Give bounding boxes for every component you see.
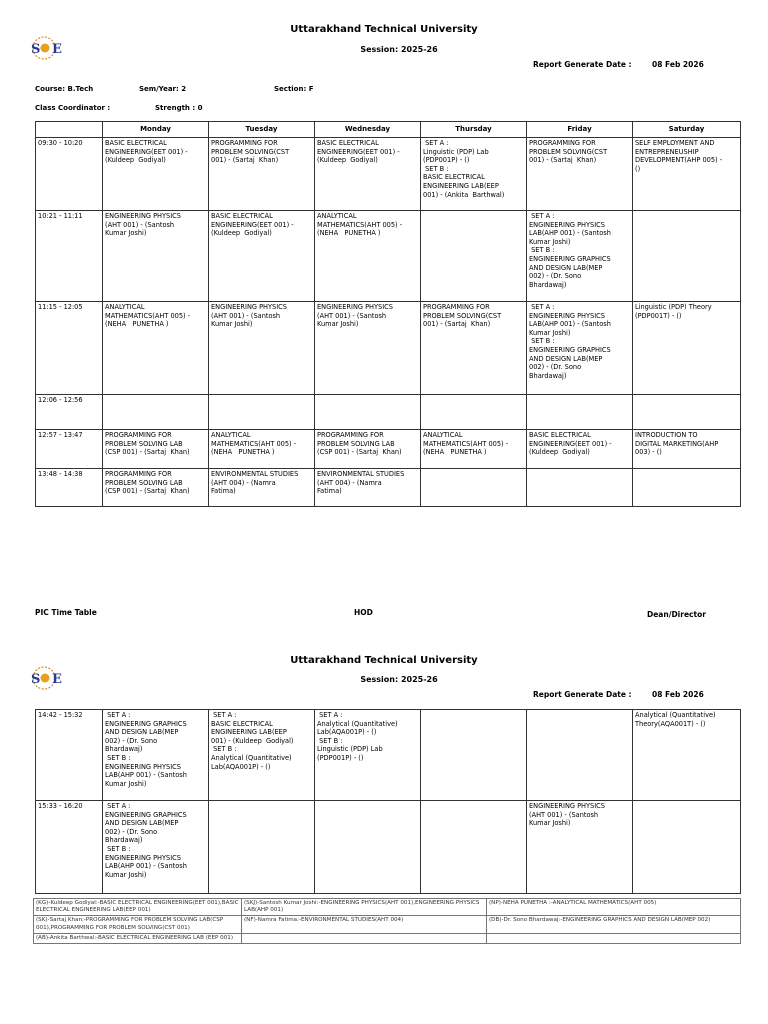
class-cell — [315, 710, 421, 801]
class-cell — [315, 302, 421, 395]
class-cell-line: PROBLEM SOLVING LAB — [317, 439, 395, 448]
class-cell-line: ENGINEERING PHYSICS — [529, 220, 605, 229]
class-cell-line: SET A : — [529, 212, 555, 220]
svg-text:S: S — [31, 42, 41, 57]
legend-cell: (AB)-Ankita Barthwal:-BASIC ELECTRICAL ENGINEERING LAB (EEP 001) — [34, 933, 242, 943]
class-cell-line: (NEHA PUNETHA ) — [423, 448, 487, 457]
class-cell-line: BASIC ELECTRICAL — [211, 719, 273, 728]
class-cell — [421, 710, 527, 801]
class-cell-line: (AHT 001) - (Santosh — [529, 810, 599, 819]
class-cell-line: () — [635, 164, 641, 173]
class-cell-line: (PDP001T) - () — [635, 311, 682, 320]
class-cell-line: ENTREPRENEUSHIP — [635, 147, 699, 156]
legend-cell: (SK)-Sartaj Khan:-PROGRAMMING FOR PROBLEM SOLVING LAB(CSP 001),PROGRAMMING FOR PROBLEM SOLVING(CST 001) — [34, 916, 242, 933]
class-cell-line: (AHT 004) - (Namra — [317, 478, 382, 487]
legend-cell — [487, 933, 741, 943]
timetable-row — [36, 710, 741, 801]
class-cell — [209, 211, 315, 302]
sem-year-label: Sem/Year: 2 — [139, 85, 187, 93]
class-cell-line: ENGINEERING GRAPHICS — [105, 719, 187, 728]
day-header-monday: Monday — [103, 122, 209, 138]
class-cell-line: SELF EMPLOYMENT AND — [635, 139, 715, 147]
pic-time-table-label: PIC Time Table — [35, 608, 97, 617]
class-cell-line: PROGRAMMING FOR — [423, 303, 490, 311]
class-cell-line: ENGINEERING(EET 001) - — [529, 439, 612, 448]
class-cell-line: 001) - (Kuldeep Godiyal) — [211, 736, 294, 745]
class-cell-line: ENGINEERING(EET 001) - — [211, 220, 294, 229]
class-cell-line: MATHEMATICS(AHT 005) - — [317, 220, 403, 229]
class-cell — [315, 138, 421, 211]
class-cell — [527, 801, 633, 894]
class-cell-line: ENGINEERING PHYSICS — [105, 212, 181, 220]
class-cell-line: Kumar Joshi) — [529, 237, 571, 246]
class-cell-line: AND DESIGN LAB(MEP — [529, 354, 603, 363]
class-cell-line: PROBLEM SOLVING(CST — [423, 311, 502, 320]
class-cell-line: SET B : — [211, 745, 237, 754]
class-cell-line: BASIC ELECTRICAL — [529, 431, 591, 439]
class-cell-line: ANALYTICAL — [105, 303, 145, 311]
class-cell-line: PROGRAMMING FOR — [529, 139, 596, 147]
class-cell — [103, 801, 209, 894]
class-cell-line: Kumar Joshi) — [105, 779, 147, 788]
timetable-row — [36, 302, 741, 395]
timetable-row — [36, 801, 741, 894]
class-cell — [315, 395, 421, 430]
legend-row — [34, 933, 741, 943]
corner-cell — [36, 122, 103, 138]
class-cell-line: ENGINEERING(EET 001) - — [105, 147, 188, 156]
day-header-tuesday: Tuesday — [209, 122, 315, 138]
class-cell-line: Bhardawaj) — [529, 280, 567, 289]
class-cell-line: DIGITAL MARKETING(AHP — [635, 439, 719, 448]
class-cell-line: 003) - () — [635, 448, 662, 457]
class-cell-line: PROGRAMMING FOR — [105, 431, 172, 439]
class-cell-line: AND DESIGN LAB(MEP — [105, 728, 179, 737]
class-cell-line: ENGINEERING PHYSICS — [529, 311, 605, 320]
class-cell-line: Kumar Joshi) — [529, 819, 571, 828]
class-cell — [527, 138, 633, 211]
class-cell-line: Linguistic (PDP) Theory — [635, 303, 712, 311]
class-cell-line: 001) - (Sartaj Khan) — [423, 320, 491, 329]
class-cell — [633, 211, 741, 302]
class-cell-line: (AHT 001) - (Santosh — [211, 311, 281, 320]
class-cell-line: BASIC ELECTRICAL — [423, 173, 485, 182]
legend-cell: (DB)-Dr. Sono Bhardawaj:-ENGINEERING GRAPHICS AND DESIGN LAB(MEP 002) — [487, 916, 741, 933]
class-cell — [633, 710, 741, 801]
class-cell — [633, 469, 741, 507]
class-cell — [315, 430, 421, 469]
timetable-page-2 — [35, 709, 741, 894]
class-cell-line: LAB(AHP 001) - (Santosh — [105, 862, 187, 871]
class-cell-line: MATHEMATICS(AHT 005) - — [423, 439, 509, 448]
class-cell — [421, 302, 527, 395]
class-cell-line: (NEHA PUNETHA ) — [211, 448, 275, 457]
class-cell — [103, 211, 209, 302]
class-cell-line: ENGINEERING PHYSICS — [317, 303, 393, 311]
timetable-row — [36, 430, 741, 469]
class-cell-line: ENGINEERING GRAPHICS — [529, 345, 611, 354]
day-header-wednesday: Wednesday — [315, 122, 421, 138]
class-cell — [209, 710, 315, 801]
class-cell — [633, 302, 741, 395]
class-cell-line: SET B : — [423, 164, 449, 173]
class-cell-line: Bhardawaj) — [105, 745, 143, 754]
class-cell-line: SET A : — [105, 711, 131, 719]
class-cell-line: Kumar Joshi) — [105, 229, 147, 238]
report-date-value: 08 Feb 2026 — [652, 60, 704, 69]
class-cell-line: LAB(AHP 001) - (Santosh — [529, 320, 611, 329]
time-slot-cell: 14:42 - 15:32 — [36, 710, 103, 801]
class-cell-line: 002) - (Dr. Sono — [529, 363, 582, 372]
class-cell-line: SET B : — [529, 246, 555, 255]
class-cell-line: BASIC ELECTRICAL — [211, 212, 273, 220]
class-cell — [209, 469, 315, 507]
class-cell-line: ENGINEERING GRAPHICS — [105, 810, 187, 819]
class-cell — [527, 395, 633, 430]
class-cell-line: BASIC ELECTRICAL — [105, 139, 167, 147]
class-cell — [527, 710, 633, 801]
class-cell-line: 001) - (Ankita Barthwal) — [423, 190, 505, 199]
class-cell-line: Bhardawaj) — [529, 371, 567, 380]
class-cell-line: (AHT 001) - (Santosh — [105, 220, 175, 229]
class-cell-line: (Kuldeep Godiyal) — [529, 448, 590, 457]
class-cell — [421, 395, 527, 430]
class-cell-line: (CSP 001) - (Sartaj Khan) — [105, 487, 190, 496]
class-cell-line: 001) - (Sartaj Khan) — [529, 156, 597, 165]
class-cell-line: (CSP 001) - (Sartaj Khan) — [317, 448, 402, 457]
class-cell — [633, 138, 741, 211]
class-cell-line: SET A : — [211, 711, 237, 719]
report-date-label: Report Generate Date : — [533, 60, 632, 69]
class-cell-line: Kumar Joshi) — [529, 328, 571, 337]
class-cell — [209, 430, 315, 469]
class-cell-line: BASIC ELECTRICAL — [317, 139, 379, 147]
class-cell-line: (PDP001P) - () — [423, 156, 470, 165]
legend-cell: (SKJ)-Santosh Kumar Joshi:-ENGINEERING PHYSICS(AHT 001),ENGINEERING PHYSICS LAB(AHP 001) — [242, 899, 487, 916]
class-cell — [633, 430, 741, 469]
class-cell-line: ANALYTICAL — [317, 212, 357, 220]
class-cell-line: SET A : — [317, 711, 343, 719]
class-cell-line: Kumar Joshi) — [105, 870, 147, 879]
time-slot-cell: 13:48 - 14:38 — [36, 469, 103, 507]
class-cell — [315, 801, 421, 894]
session-label: Session: 2025-26 — [360, 45, 438, 54]
class-cell-line: Analytical (Quantitative) — [635, 711, 716, 719]
time-slot-cell: 09:30 - 10:20 — [36, 138, 103, 211]
class-cell-line: Analytical (Quantitative) — [211, 753, 292, 762]
class-cell-line: (AHT 004) - (Namra — [211, 478, 276, 487]
class-cell-line: PROGRAMMING FOR — [105, 470, 172, 478]
strength-label: Strength : 0 — [155, 104, 203, 112]
university-title: Uttarakhand Technical University — [290, 24, 478, 35]
section-label: Section: F — [274, 85, 314, 93]
class-cell-line: ENGINEERING LAB(EEP — [423, 181, 499, 190]
class-cell-line: PROBLEM SOLVING(CST — [211, 147, 290, 156]
class-cell-line: (NEHA PUNETHA ) — [105, 320, 169, 329]
timetable-row — [36, 469, 741, 507]
day-header-friday: Friday — [527, 122, 633, 138]
class-cell-line: (AHT 001) - (Santosh — [317, 311, 387, 320]
class-cell-line: (CSP 001) - (Sartaj Khan) — [105, 448, 190, 457]
legend-cell: (NP)-NEHA PUNETHA :-ANALYTICAL MATHEMATICS(AHT 005) — [487, 899, 741, 916]
class-cell-line: SET A : — [529, 303, 555, 311]
class-cell-line: ENGINEERING PHYSICS — [529, 802, 605, 810]
class-cell-line: (Kuldeep Godiyal) — [211, 229, 272, 238]
class-cell — [209, 138, 315, 211]
class-cell — [421, 469, 527, 507]
legend-cell: (KG)-Kuldeep Godiyal:-BASIC ELECTRICAL ENGINEERING(EET 001),BASIC ELECTRICAL ENGINEERING LAB(EEP 001) — [34, 899, 242, 916]
time-slot-cell: 15:33 - 16:20 — [36, 801, 103, 894]
class-cell-line: Bhardawaj) — [105, 836, 143, 845]
svg-text:E: E — [52, 672, 62, 687]
class-cell-line: PROGRAMMING FOR — [317, 431, 384, 439]
class-cell-line: ENGINEERING LAB(EEP — [211, 728, 287, 737]
class-cell-line: SET B : — [317, 736, 343, 745]
timetable-page-1 — [35, 121, 741, 507]
day-header-thursday: Thursday — [421, 122, 527, 138]
class-cell — [633, 801, 741, 894]
class-cell-line: Fatima) — [317, 487, 342, 496]
class-cell-line: PROBLEM SOLVING(CST — [529, 147, 608, 156]
class-cell — [421, 211, 527, 302]
class-cell — [315, 211, 421, 302]
class-cell-line: ENGINEERING(EET 001) - — [317, 147, 400, 156]
class-cell-line: MATHEMATICS(AHT 005) - — [211, 439, 297, 448]
time-slot-cell: 11:15 - 12:05 — [36, 302, 103, 395]
class-cell-line: DEVELOPMENT(AHP 005) - — [635, 156, 723, 165]
dean-director-label: Dean/Director — [647, 610, 706, 619]
class-cell-line: Fatima) — [211, 487, 236, 496]
class-cell-line: AND DESIGN LAB(MEP — [105, 819, 179, 828]
class-cell-line: ENGINEERING PHYSICS — [211, 303, 287, 311]
report-date-value-page-2: 08 Feb 2026 — [652, 690, 704, 699]
class-cell — [527, 430, 633, 469]
time-slot-cell: 10:21 - 11:11 — [36, 211, 103, 302]
class-cell-line: SET B : — [105, 844, 131, 853]
report-date-label-page-2: Report Generate Date : — [533, 690, 632, 699]
timetable-row — [36, 138, 741, 211]
class-cell — [633, 395, 741, 430]
class-cell-line: SET B : — [105, 753, 131, 762]
class-cell-line: Linguistic (PDP) Lab — [317, 745, 383, 754]
class-cell-line: 002) - (Dr. Sono — [105, 827, 158, 836]
course-label: Course: B.Tech — [35, 85, 94, 93]
class-cell — [103, 430, 209, 469]
class-cell-line: Kumar Joshi) — [211, 320, 253, 329]
class-cell — [421, 138, 527, 211]
class-cell-line: Kumar Joshi) — [317, 320, 359, 329]
class-cell — [209, 302, 315, 395]
class-cell-line: (Kuldeep Godiyal) — [105, 156, 166, 165]
class-cell-line: Lab(AQA001P) - () — [211, 762, 271, 771]
session-label-page-2: Session: 2025-26 — [360, 675, 438, 684]
class-cell-line: (PDP001P) - () — [317, 753, 364, 762]
class-cell — [527, 302, 633, 395]
class-cell — [527, 211, 633, 302]
class-cell — [421, 801, 527, 894]
class-cell-line: 001) - (Sartaj Khan) — [211, 156, 279, 165]
class-cell-line: SET A : — [423, 139, 449, 147]
class-cell-line: Theory(AQA001T) - () — [635, 719, 706, 728]
class-cell-line: Analytical (Quantitative) — [317, 719, 398, 728]
class-cell — [209, 801, 315, 894]
class-cell-line: PROBLEM SOLVING LAB — [105, 439, 183, 448]
class-cell-line: SET B : — [529, 337, 555, 346]
legend-cell — [242, 933, 487, 943]
class-cell-line: ANALYTICAL — [211, 431, 251, 439]
legend-row — [34, 899, 741, 916]
time-slot-cell: 12:06 - 12:56 — [36, 395, 103, 430]
class-cell — [103, 710, 209, 801]
timetable-row — [36, 211, 741, 302]
svg-text:S: S — [31, 672, 41, 687]
timetable-row — [36, 395, 741, 430]
class-cell-line: LAB(AHP 001) - (Santosh — [105, 771, 187, 780]
class-cell-line: INTRODUCTION TO — [635, 431, 698, 439]
time-slot-cell: 12:57 - 13:47 — [36, 430, 103, 469]
class-cell-line: ENGINEERING GRAPHICS — [529, 254, 611, 263]
faculty-legend — [33, 898, 741, 944]
class-cell-line: PROBLEM SOLVING LAB — [105, 478, 183, 487]
class-cell — [103, 138, 209, 211]
class-cell — [103, 395, 209, 430]
class-cell-line: ENGINEERING PHYSICS — [105, 762, 181, 771]
class-cell-line: MATHEMATICS(AHT 005) - — [105, 311, 191, 320]
legend-cell: (NF)-Namra Fatima:-ENVIRONMENTAL STUDIES(AHT 004) — [242, 916, 487, 933]
class-cell — [421, 430, 527, 469]
class-cell-line: ENVIRONMENTAL STUDIES — [211, 470, 299, 478]
class-coordinator-label: Class Coordinator : — [35, 104, 111, 112]
class-cell-line: PROGRAMMING FOR — [211, 139, 278, 147]
class-cell-line: 002) - (Dr. Sono — [529, 272, 582, 281]
class-cell-line: 002) - (Dr. Sono — [105, 736, 158, 745]
class-cell — [527, 469, 633, 507]
class-cell — [103, 302, 209, 395]
svg-text:E: E — [52, 42, 62, 57]
class-cell-line: SET A : — [105, 802, 131, 810]
class-cell — [315, 469, 421, 507]
class-cell-line: ENVIRONMENTAL STUDIES — [317, 470, 405, 478]
university-title-page-2: Uttarakhand Technical University — [290, 655, 478, 666]
class-cell — [103, 469, 209, 507]
class-cell — [209, 395, 315, 430]
class-cell-line: ENGINEERING PHYSICS — [105, 853, 181, 862]
class-cell-line: (NEHA PUNETHA ) — [317, 229, 381, 238]
class-cell-line: Lab(AQA001P) - () — [317, 728, 377, 737]
class-cell-line: AND DESIGN LAB(MEP — [529, 263, 603, 272]
day-header-row — [36, 122, 741, 138]
class-cell-line: LAB(AHP 001) - (Santosh — [529, 229, 611, 238]
hod-label: HOD — [354, 608, 373, 617]
legend-row — [34, 916, 741, 933]
class-cell-line: Linguistic (PDP) Lab — [423, 147, 489, 156]
class-cell-line: (Kuldeep Godiyal) — [317, 156, 378, 165]
day-header-saturday: Saturday — [633, 122, 741, 138]
class-cell-line: ANALYTICAL — [423, 431, 463, 439]
